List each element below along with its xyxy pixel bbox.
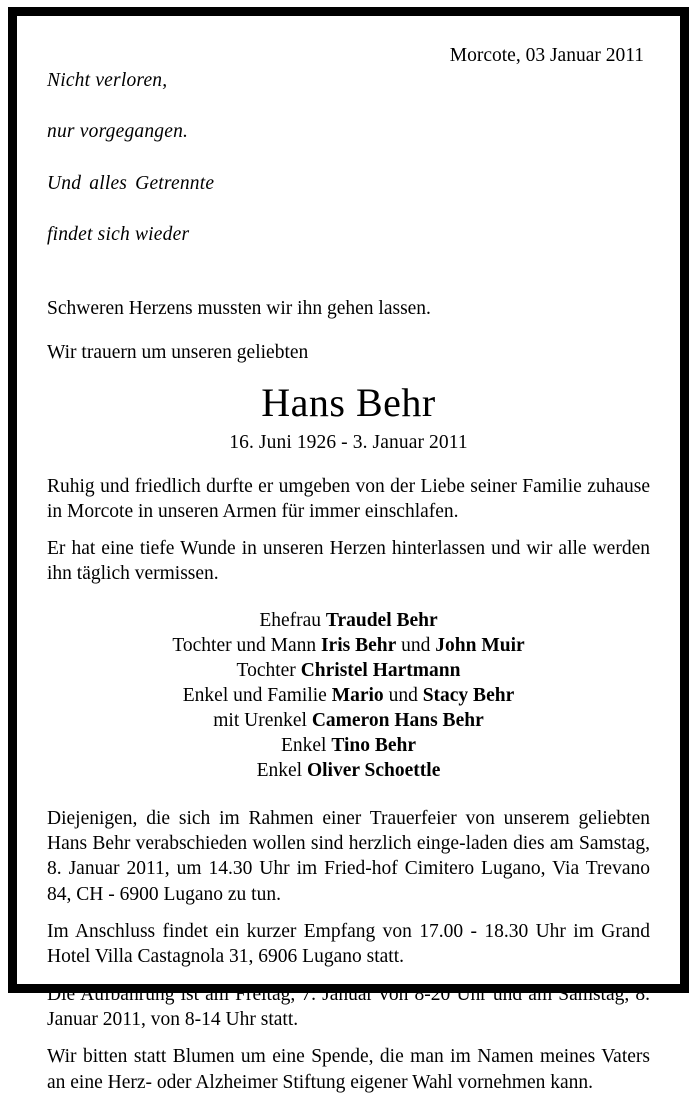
family-member-name: Stacy Behr [422, 685, 515, 707]
family-line [47, 708, 650, 733]
family-line [47, 758, 650, 783]
family-line [47, 683, 650, 708]
family-relation: Enkel [280, 735, 332, 757]
viewing-details-block [47, 982, 650, 1033]
donation-request-block [47, 1044, 650, 1095]
paragraph-viewing: Die Aufbahrung ist am Freitag, 7. Januar von 8-20 Uhr und am Samstag, 8. Januar 2011, von 8-14 Uhr statt. [47, 983, 650, 1030]
verse-line-1: Nicht verloren, [47, 69, 168, 91]
life-dates: 16. Juni 1926 - 3. Januar 2011 [229, 432, 468, 454]
family-member-name: Christel Hartmann [300, 660, 461, 682]
paragraph-donation: Wir bitten statt Blumen um eine Spende, die man im Namen meines Vaters an eine Herz- oder Alzheimer Stiftung eigener Wahl vornehmen kann. [47, 1046, 650, 1093]
family-relation: Enkel und Familie [182, 685, 332, 707]
family-line [47, 608, 650, 633]
paragraph-reception: Im Anschluss findet ein kurzer Empfang von 17.00 - 18.30 Uhr im Grand Hotel Villa Castagnola 31, 6906 Lugano statt. [47, 920, 650, 968]
family-relation: Enkel [256, 760, 307, 782]
family-members-list [47, 608, 650, 783]
family-member-name: Cameron Hans Behr [311, 710, 484, 732]
family-relation: Tochter und Mann [172, 635, 321, 657]
mourning-border-frame [8, 7, 689, 1093]
family-conjunction: und [396, 635, 436, 657]
paragraph-remembrance: Er hat eine tiefe Wunde in unseren Herzen hinterlassen und wir alle werden ihn täglich vermissen. [47, 537, 650, 584]
family-line [47, 733, 650, 758]
memorial-verse [47, 42, 214, 274]
reception-details-block [47, 919, 650, 970]
family-member-name: Iris Behr [320, 635, 397, 657]
funeral-details-block [47, 806, 650, 907]
intro-line-first: Schweren Herzens mussten wir ihn gehen lassen. [47, 297, 431, 319]
verse-line-3: Und alles Getrennte [47, 172, 215, 194]
family-member-name: Oliver Schoettle [306, 760, 441, 782]
family-line [47, 633, 650, 658]
deceased-name-block [47, 381, 650, 456]
verse-line-2: nur vorgegangen. [47, 121, 189, 143]
verse-line-4: findet sich wieder [47, 224, 190, 246]
family-member-name: Tino Behr [331, 735, 417, 757]
family-relation: mit Urenkel [213, 710, 312, 732]
notice-header [47, 42, 650, 274]
family-conjunction: und [383, 685, 423, 707]
family-relation: Tochter [236, 660, 301, 682]
family-member-name: Mario [331, 685, 384, 707]
family-line [47, 658, 650, 683]
intro-line-second: Wir trauern um unseren geliebten [47, 341, 309, 363]
family-member-name: John Muir [435, 635, 525, 657]
family-relation: Ehefrau [259, 610, 326, 632]
paragraph-passing: Ruhig und friedlich durfte er umgeben von der Liebe seiner Familie zuhause in Morcote in unseren Armen für immer einschlafen. [47, 475, 650, 523]
paragraph-funeral: Diejenigen, die sich im Rahmen einer Trauerfeier von unserem geliebten Hans Behr verabschieden wollen sind herzlich einge-​laden dies am Samstag, 8. Januar 2011, um 14.30 Uhr im Fried-​hof Cimitero Lugano, Via Trevano 84, CH - 6900 Lugano zu tun. [47, 807, 650, 905]
deceased-name: Hans Behr [261, 380, 436, 426]
family-member-name: Traudel Behr [325, 610, 438, 632]
place-and-date: Morcote, 03 Januar 2011 [449, 45, 644, 66]
